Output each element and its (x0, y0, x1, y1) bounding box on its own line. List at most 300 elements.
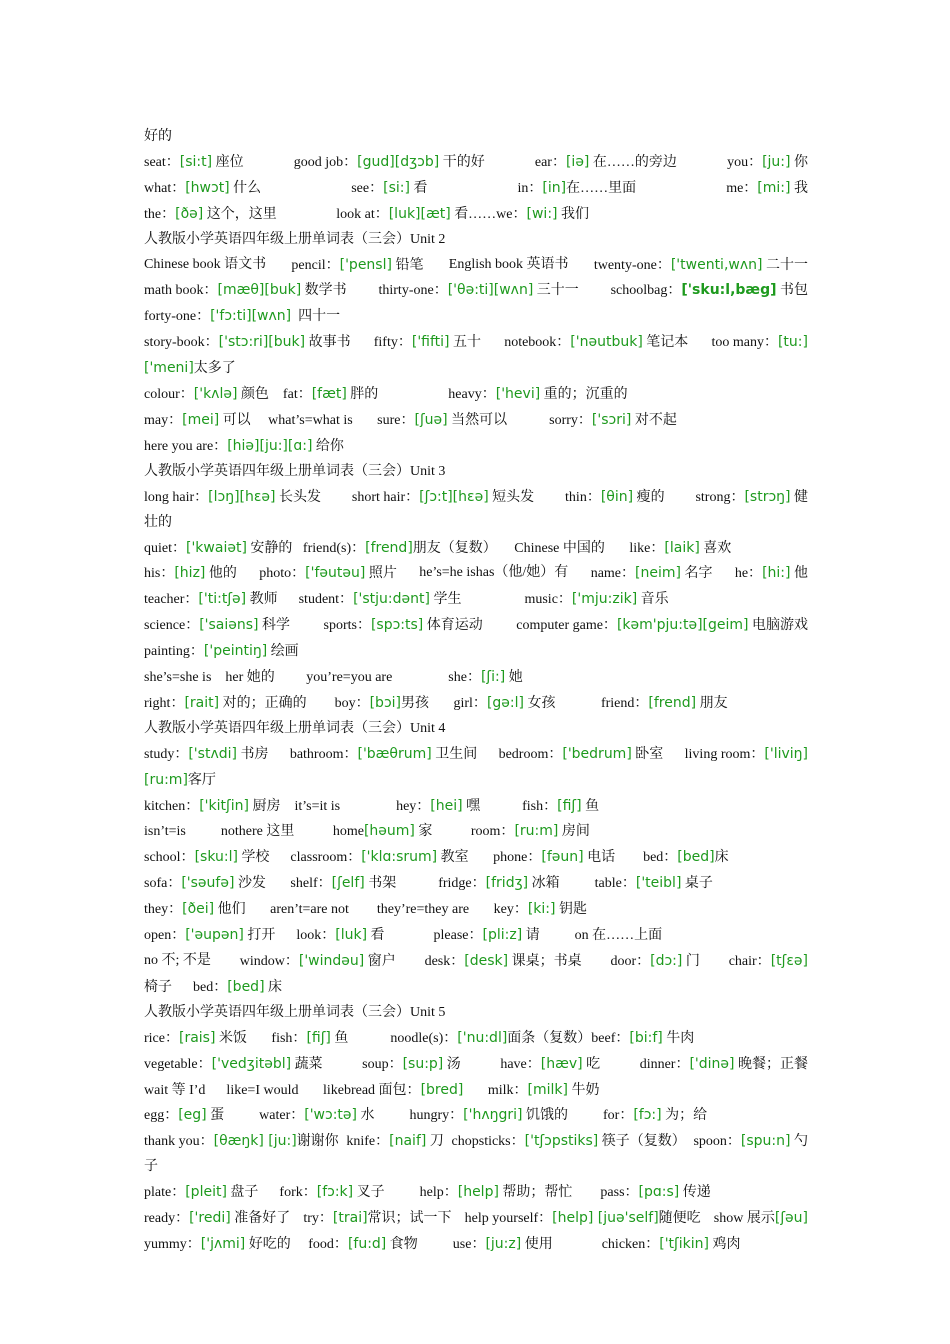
word-text: name： (590, 566, 636, 582)
word-text: good job： (293, 154, 358, 170)
phonetic-transcription: [ʃuə] (414, 411, 448, 428)
phonetic-transcription: ['stɔ:ri][buk] (218, 334, 306, 351)
word-text: chair： (728, 954, 771, 969)
word-text: 给你 (312, 438, 344, 454)
word-text: 课桌；书桌 (508, 954, 582, 969)
word-text: 长头发 (275, 489, 322, 505)
word-text: 名字 (680, 566, 713, 582)
phonetic-transcription: [spu:n] (740, 1133, 791, 1150)
word-text: 鱼 noodle(s)： (330, 1030, 458, 1046)
word-text: 好吃的 food： (245, 1236, 348, 1252)
vocab-entry (374, 330, 481, 356)
phonetic-transcription: [fɔ:] (633, 1107, 662, 1124)
word-text: science： (144, 618, 200, 634)
word-text: knife： (346, 1134, 390, 1150)
phonetic-transcription: [si:t] (179, 153, 213, 170)
phonetic-transcription: ['vedʒitəbl] (211, 1055, 292, 1072)
vocab-entry (259, 561, 397, 587)
word-text: 男孩 girl： (400, 695, 487, 711)
word-text: 鸡肉 (708, 1236, 741, 1252)
phonetic-transcription: [fridʒ] (485, 875, 529, 892)
text-line (144, 742, 808, 768)
text-line (144, 330, 808, 356)
phonetic-transcription: ['wɔ:tə] (304, 1107, 357, 1124)
text-line (144, 1232, 808, 1258)
word-text: 书包 (776, 283, 808, 299)
word-text: study： (144, 746, 189, 762)
text-line (144, 768, 808, 794)
phonetic-transcription: ['sɔri] (591, 411, 632, 428)
word-text: 电脑游戏 (748, 618, 808, 634)
phonetic-transcription: ['tʃɔpstiks] (524, 1133, 599, 1150)
phonetic-transcription: [hi:] (762, 565, 791, 582)
phonetic-transcription: [fiʃ] (557, 797, 582, 814)
word-text: 使用 chicken： (521, 1236, 660, 1252)
word-text: seat： (144, 154, 180, 170)
phonetic-transcription: ['kitʃin] (199, 797, 249, 814)
text-line (144, 845, 808, 871)
vocab-entry (425, 949, 582, 975)
vocab-entry (346, 1129, 443, 1155)
word-text: me： (726, 180, 758, 196)
text-line (144, 1155, 808, 1180)
vocab-entry (378, 278, 578, 304)
phonetic-transcription: [spɔ:ts] (370, 617, 424, 634)
phonetic-transcription: [rait] (184, 694, 220, 711)
word-text: living room： (684, 746, 765, 762)
vocab-entry (352, 485, 534, 511)
phonetic-transcription: [frend] (648, 694, 697, 711)
phonetic-transcription: [lɔŋ][hεə] (208, 488, 276, 505)
word-text: 笔记本 (642, 335, 689, 351)
word-text: 人教版小学英语四年级上册单词表（三会）Unit 2 (144, 231, 446, 247)
text-line (144, 1129, 808, 1155)
word-text: long hair： (144, 489, 209, 505)
word-text: computer game： (516, 618, 617, 634)
phonetic-transcription: [ʃəu] (774, 1210, 808, 1227)
phonetic-transcription: ['kwaiət] (186, 539, 247, 556)
vocab-entry (449, 253, 569, 279)
phonetic-transcription: [su:p] (402, 1055, 444, 1072)
phonetic-transcription: ['fifti] (411, 334, 450, 351)
phonetic-transcription: ['bæθrum] (357, 745, 432, 762)
word-text: 请 on 在……上面 (522, 928, 663, 944)
phonetic-transcription: [iə] (565, 153, 590, 170)
phonetic-transcription: [bi:f] (629, 1029, 663, 1046)
phonetic-transcription: [bed] (227, 978, 265, 995)
word-text: 绘画 (267, 644, 299, 660)
word-text: 教室 phone： (437, 850, 542, 866)
word-text: vegetable： (144, 1056, 212, 1072)
phonetic-transcription: ['jʌmi] (200, 1235, 246, 1252)
word-text: 女孩 friend： (523, 695, 649, 711)
word-text: 牛奶 (567, 1082, 600, 1098)
word-text: 颜色 fat： (237, 387, 312, 403)
phonetic-transcription: [ʃelf] (331, 875, 365, 892)
phonetic-transcription: [ju:] (762, 153, 791, 170)
vocab-entry (144, 330, 351, 356)
word-text: sports： (323, 618, 371, 634)
vocab-entry (504, 330, 688, 356)
word-text: 蛋 water： (206, 1108, 305, 1124)
word-text: teacher： (144, 592, 199, 608)
phonetic-transcription: [si:] (383, 179, 410, 196)
word-text: spoon： (693, 1134, 741, 1150)
text-line (144, 1052, 808, 1078)
word-text: milk： (463, 1082, 528, 1098)
vocab-entry (144, 613, 290, 639)
word-text: 鱼 (581, 798, 600, 814)
word-text: 传递 (679, 1185, 711, 1201)
vocab-entry (144, 1129, 339, 1155)
vocab-entry (144, 949, 211, 975)
word-text: 他的 (205, 566, 237, 582)
word-text: 牛肉 (662, 1030, 695, 1046)
vocab-entry (729, 949, 808, 975)
word-text: 照片 (365, 566, 397, 582)
vocab-entry (144, 1206, 290, 1232)
word-text: they： (144, 902, 183, 918)
word-text: photo： (259, 566, 306, 582)
word-text: 人教版小学英语四年级上册单词表（三会）Unit 5 (144, 1004, 446, 1020)
phonetic-transcription: [ki:] (527, 901, 556, 918)
phonetic-transcription: ['ti:tʃə] (198, 591, 247, 608)
word-text: 面条（复数）beef： (507, 1030, 630, 1046)
word-text: 朋友（复数） Chinese 中国的 like： (412, 540, 665, 556)
word-text: 打开 look： (243, 928, 336, 944)
word-text: 壮的 (144, 514, 172, 530)
phonetic-transcription: [luk] (335, 927, 368, 944)
word-text: 蔬菜 (291, 1056, 323, 1072)
phonetic-transcription: ['fəutəu] (305, 565, 366, 582)
word-text: 米饭 fish： (215, 1030, 307, 1046)
vocab-entry (324, 613, 483, 639)
phonetic-transcription: [help] [juə'self] (552, 1210, 659, 1227)
phonetic-transcription: [ʃɔ:t][hεə] (419, 488, 489, 505)
word-text: 音乐 (637, 592, 669, 608)
text-line (144, 1078, 808, 1104)
word-text: story-book： (144, 335, 219, 351)
phonetic-transcription: ['windəu] (298, 953, 365, 969)
word-text: 我 (790, 180, 808, 196)
word-text: his： (144, 566, 175, 582)
phonetic-transcription: [hiz] (174, 565, 206, 582)
word-text: thirty-one： (378, 283, 448, 299)
word-text: try： (303, 1211, 333, 1227)
word-text: look at： (276, 206, 389, 222)
word-text: painting： (144, 644, 204, 660)
vocab-entry (294, 150, 485, 176)
vocab-entry (419, 561, 568, 587)
vocab-entry (144, 742, 268, 768)
vocab-entry (611, 278, 808, 304)
word-text: 叉子 help： (353, 1185, 458, 1201)
phonetic-transcription: [hæv] (540, 1055, 583, 1072)
phonetic-transcription: [hiə][ju:][ɑ:] (227, 437, 313, 454)
word-text: 体育运动 (423, 618, 483, 634)
text-line (144, 460, 808, 485)
vocab-entry (693, 1129, 808, 1155)
word-text: 我们 (557, 206, 589, 222)
phonetic-transcription: [fæt] (311, 386, 347, 403)
phonetic-transcription: ['nəutbuk] (570, 334, 643, 351)
phonetic-transcription: [eg] (178, 1107, 207, 1124)
vocab-entry (144, 253, 266, 279)
word-text: 瘦的 (633, 489, 665, 505)
word-text: 可以 what’s=what is sure： (219, 412, 415, 428)
phonetic-transcription: ['mju:zik] (571, 591, 638, 608)
word-text: 常识；试一下 (367, 1211, 452, 1227)
text-line (144, 485, 808, 511)
word-text: 她 (505, 670, 523, 686)
word-text: 随便吃 (658, 1211, 701, 1227)
word-text: door： (610, 954, 651, 969)
vocab-entry (351, 176, 427, 202)
word-text: 教师 student： (246, 592, 354, 608)
phonetic-transcription: [wi:] (526, 205, 558, 222)
phonetic-transcription: ['saiəns] (199, 617, 259, 634)
word-text: egg： (144, 1108, 179, 1124)
text-line (144, 717, 808, 742)
vocab-entry (711, 330, 808, 356)
phonetic-transcription: ['meni] (144, 360, 194, 377)
phonetic-transcription: [fu:d] (347, 1235, 387, 1252)
phonetic-transcription: [mei] (182, 411, 220, 428)
word-text: 故事书 (305, 335, 351, 351)
text-line (144, 278, 808, 304)
word-text: fifty： (373, 335, 412, 351)
phonetic-transcription: [fəun] (541, 849, 584, 866)
word-text: 桌子 (681, 876, 713, 892)
vocab-entry (144, 150, 244, 176)
document-page (144, 125, 808, 1258)
word-text: see： (351, 180, 384, 196)
word-text: desk： (424, 954, 465, 969)
word-text: 他 (790, 566, 808, 582)
word-text: 子 (144, 1159, 158, 1175)
phonetic-transcription: [dɔ:] (650, 953, 683, 969)
word-text: 家 room： (414, 824, 515, 840)
word-text: ear： (534, 154, 566, 170)
word-text: 卧室 (631, 746, 664, 762)
word-text: 在……的旁边 (589, 154, 677, 170)
phonetic-transcription: ['nu:dl] (457, 1029, 508, 1046)
vocab-entry (452, 1129, 686, 1155)
phonetic-transcription: ['stju:dənt] (353, 591, 430, 608)
text-line (144, 587, 808, 613)
word-text: 当然可以 sorry： (447, 412, 592, 428)
vocab-entry (500, 1052, 600, 1078)
word-text: 看 (409, 180, 428, 196)
text-line (144, 561, 808, 587)
text-line (144, 639, 808, 665)
vocab-entry (291, 253, 423, 279)
word-text: yummy： (144, 1236, 201, 1252)
word-text: may： (144, 412, 183, 428)
phonetic-transcription: [hei] (430, 797, 463, 814)
word-text: 铅笔 (391, 257, 424, 273)
phonetic-transcription: ['hevi] (495, 386, 541, 403)
phonetic-transcription: ['θə:ti][wʌn] (447, 282, 534, 299)
phonetic-transcription: ['əupən] (185, 927, 244, 944)
phonetic-transcription: [laik] (664, 539, 700, 556)
phonetic-transcription: [bred] (420, 1081, 464, 1098)
word-text: quiet： (144, 540, 186, 556)
phonetic-transcription: [θæŋk] [ju:] (213, 1133, 297, 1150)
phonetic-transcription: [mæθ][buk] (217, 282, 302, 299)
vocab-entry (144, 561, 237, 587)
word-text: 房间 (558, 824, 590, 840)
phonetic-transcription: [gə:l] (486, 694, 524, 711)
word-text: 吃 (582, 1056, 601, 1072)
phonetic-transcription: ['kʌlə] (193, 386, 238, 403)
word-text: 饥饿的 for： (522, 1108, 634, 1124)
text-line (144, 536, 808, 562)
vocab-entry (565, 485, 665, 511)
word-text: pencil： (291, 257, 340, 273)
word-text: 座位 (212, 154, 244, 170)
vocab-entry (735, 561, 808, 587)
word-text: 椅子 bed： (144, 979, 228, 995)
word-text: no 不; 不是 (144, 953, 211, 968)
text-line (144, 511, 808, 536)
phonetic-transcription: [help] (457, 1184, 499, 1201)
vocab-entry (640, 1052, 808, 1078)
vocab-entry (144, 485, 321, 511)
word-text: bedroom： (498, 746, 563, 762)
word-text: kitchen： (144, 798, 200, 814)
phonetic-transcription: [mi:] (757, 179, 791, 196)
phonetic-transcription: ['fɔ:ti][wʌn] (210, 308, 292, 325)
phonetic-transcription: ['səufə] (181, 875, 235, 892)
text-line (144, 356, 808, 382)
word-text: 沙发 shelf： (234, 876, 332, 892)
text-line (144, 1026, 808, 1052)
word-text: twenty-one： (593, 257, 671, 273)
word-text: 窗户 (364, 954, 396, 969)
text-line (144, 1001, 808, 1026)
phonetic-transcription: ['bedrum] (562, 745, 632, 762)
vocab-entry (518, 176, 637, 202)
word-text: 勺 (790, 1134, 808, 1150)
phonetic-transcription: ['hʌŋgri] (463, 1107, 523, 1124)
vocab-entry (499, 742, 664, 768)
word-text: 书架 fridge： (364, 876, 486, 892)
word-text: 客厅 (187, 772, 216, 788)
phonetic-transcription: [trai] (332, 1210, 368, 1227)
word-text: school： (144, 850, 195, 866)
word-text: 五十 (449, 335, 482, 351)
vocab-entry (144, 176, 261, 202)
word-text: 健 (790, 489, 808, 505)
word-text: right： (144, 695, 185, 711)
phonetic-transcription: [pɑ:s] (638, 1184, 680, 1201)
word-text: open： (144, 928, 186, 944)
text-line (144, 434, 808, 460)
word-text: sofa： (144, 876, 182, 892)
word-text: have： (500, 1056, 541, 1072)
word-text: 对不起 (631, 412, 677, 428)
vocab-entry (535, 150, 677, 176)
phonetic-transcription: [θin] (600, 488, 634, 505)
word-text: 谢谢你 (296, 1134, 339, 1150)
word-text: 看 please： (367, 928, 483, 944)
phonetic-transcription: [bɔi] (369, 694, 401, 711)
word-text: 晚餐；正餐 (734, 1056, 808, 1072)
vocab-entry (362, 1052, 461, 1078)
text-line (144, 304, 808, 330)
phonetic-transcription: [kəm'pju:tə][geim] (616, 617, 749, 634)
word-text: what： (144, 180, 186, 196)
phonetic-transcription: [ðə] (175, 205, 204, 222)
word-text: 在……里面 (566, 180, 637, 196)
word-text: schoolbag： (610, 283, 682, 299)
phonetic-transcription: [frend] (365, 539, 413, 556)
phonetic-transcription: [luk][æt] (388, 205, 451, 222)
phonetic-transcription: ['klɑ:srum] (361, 849, 438, 866)
phonetic-transcription: [strɔŋ] (744, 488, 791, 505)
text-line (144, 150, 808, 176)
vocab-entry (610, 949, 699, 975)
word-text: 盘子 fork： (226, 1185, 317, 1201)
phonetic-transcription: ['liviŋ] (764, 745, 808, 762)
text-line (144, 665, 808, 691)
text-line (144, 1103, 808, 1129)
word-text: 太多了 (193, 361, 236, 377)
phonetic-transcription: [ʃi:] (480, 669, 506, 686)
text-line (144, 691, 808, 717)
phonetic-transcription: [neim] (635, 565, 681, 582)
vocab-entry (465, 1206, 701, 1232)
vocab-entry (591, 561, 713, 587)
phonetic-transcription: ['dinə] (689, 1055, 735, 1072)
vocab-entry (144, 1052, 323, 1078)
word-text: 帮助；帮忙 pass： (498, 1185, 639, 1201)
word-text: 厨房 it’s=it is hey： (248, 798, 431, 814)
word-text: 好的 (144, 129, 172, 144)
phonetic-transcription: [fiʃ] (306, 1029, 331, 1046)
word-text: 学生 music： (429, 592, 572, 608)
text-line (144, 1180, 808, 1206)
word-text: isn’t=is nothere 这里 home (144, 824, 364, 840)
word-text: strong： (695, 489, 745, 505)
word-text: thank you： (144, 1134, 214, 1150)
word-text: 安静的 friend(s)： (246, 540, 366, 556)
word-text: 冰箱 table： (528, 876, 636, 892)
text-line (144, 871, 808, 897)
word-text: 朋友 (696, 695, 728, 711)
phonetic-transcription: [gud][dʒɔb] (357, 153, 440, 170)
phonetic-transcription: ['stʌdi] (188, 745, 237, 762)
word-text: 喜欢 (699, 540, 732, 556)
word-text: the： (144, 206, 176, 222)
word-text: in： (517, 180, 543, 196)
word-text: window： (239, 954, 299, 969)
phonetic-transcription: [milk] (527, 1081, 568, 1098)
word-text: 水 hungry： (356, 1108, 464, 1124)
word-text: 电话 bed： (583, 850, 678, 866)
phonetic-transcription: [ru:m] (514, 823, 559, 840)
vocab-entry (144, 278, 347, 304)
word-text: 这个，这里 (203, 206, 277, 222)
word-text: 人教版小学英语四年级上册单词表（三会）Unit 4 (144, 720, 446, 736)
word-text: help yourself： (464, 1211, 553, 1227)
word-text: 准备好了 (230, 1211, 291, 1227)
text-line (144, 975, 808, 1001)
text-line (144, 949, 808, 975)
word-text: 干的好 (439, 154, 485, 170)
word-text: 短头发 (488, 489, 535, 505)
